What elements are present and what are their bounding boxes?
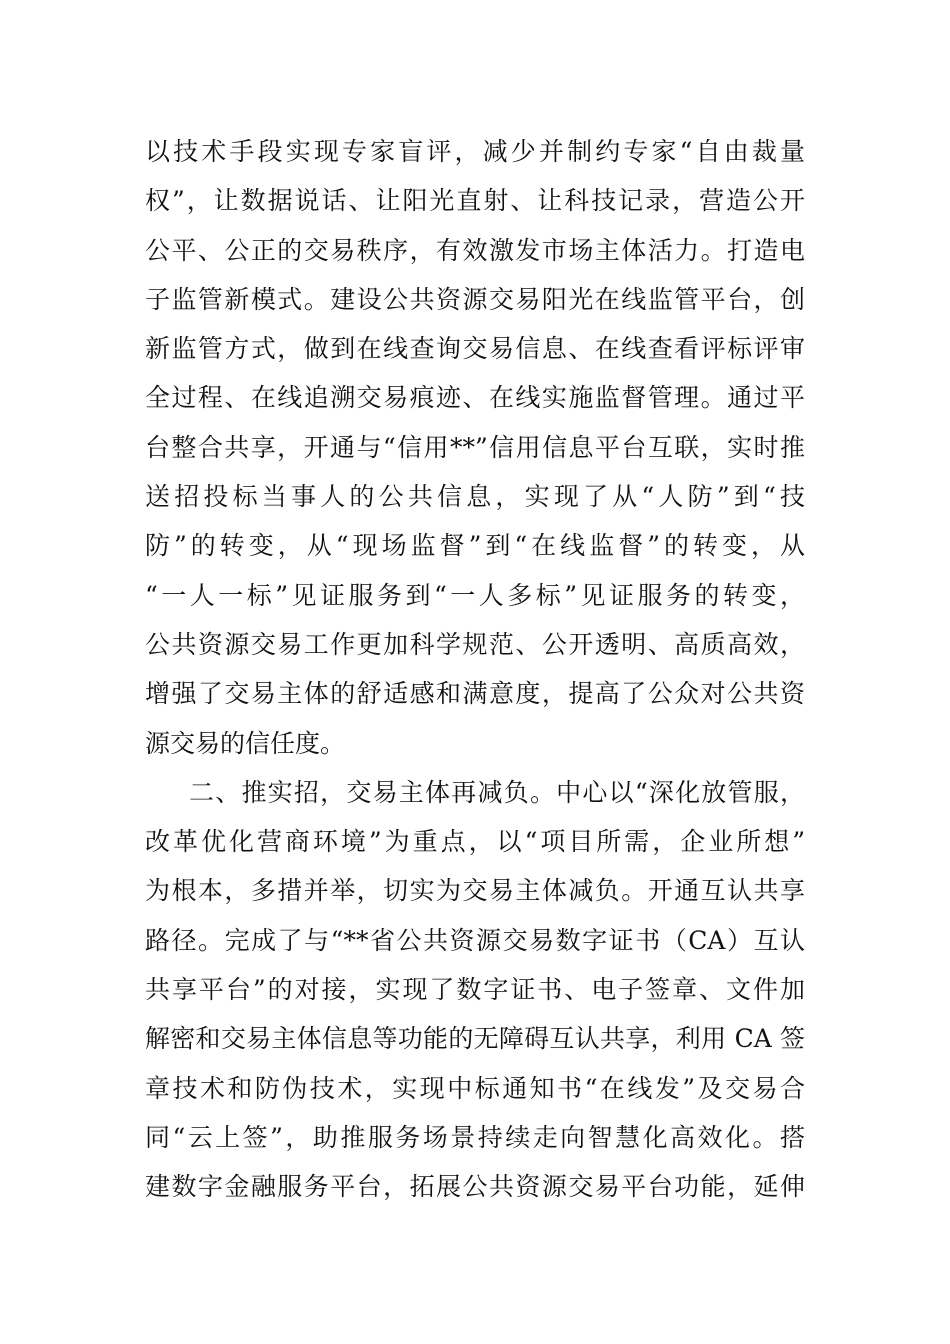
text-line: 公共资源交易工作更加科学规范、公开透明、高质高效，	[145, 629, 805, 659]
text-line: 台整合共享，开通与“信用**”信用信息平台互联，实时推	[145, 432, 805, 462]
text-line: “一人一标”见证服务到“一人多标”见证服务的转变，	[145, 580, 805, 610]
text-line: 路径。完成了与“**省公共资源交易数字证书（CA）互认	[145, 925, 805, 955]
body-text	[145, 127, 805, 1212]
text-line: 全过程、在线追溯交易痕迹、在线实施监督管理。通过平	[145, 383, 805, 413]
text-line: 建数字金融服务平台，拓展公共资源交易平台功能，延伸	[145, 1172, 805, 1202]
text-line: 源交易的信任度。	[145, 728, 346, 758]
text-line: 解密和交易主体信息等功能的无障碍互认共享，利用 CA 签	[145, 1024, 805, 1054]
text-line: 为根本，多措并举，切实为交易主体减负。开通互认共享	[145, 876, 805, 906]
text-line: 改革优化营商环境”为重点，以“项目所需，企业所想”	[145, 827, 805, 857]
text-line: 送招投标当事人的公共信息，实现了从“人防”到“技	[145, 482, 805, 512]
text-line: 增强了交易主体的舒适感和满意度，提高了公众对公共资	[145, 679, 805, 709]
text-line: 子监管新模式。建设公共资源交易阳光在线监管平台，创	[145, 284, 805, 314]
text-line: 新监管方式，做到在线查询交易信息、在线查看评标评审	[145, 334, 805, 364]
text-line: 章技术和防伪技术，实现中标通知书“在线发”及交易合	[145, 1073, 805, 1103]
text-line: 公平、公正的交易秩序，有效激发市场主体活力。打造电	[145, 235, 805, 265]
text-line: 权”，让数据说话、让阳光直射、让科技记录，营造公开	[145, 186, 805, 216]
section-heading-line: 二、推实招，交易主体再减负。中心以“深化放管服，	[189, 777, 805, 807]
text-line: 共享平台”的对接，实现了数字证书、电子签章、文件加	[145, 975, 805, 1005]
text-line: 同“云上签”，助推服务场景持续走向智慧化高效化。搭	[145, 1122, 805, 1152]
text-line: 防”的转变，从“现场监督”到“在线监督”的转变，从	[145, 531, 805, 561]
text-line: 以技术手段实现专家盲评，减少并制约专家“自由裁量	[145, 137, 805, 166]
